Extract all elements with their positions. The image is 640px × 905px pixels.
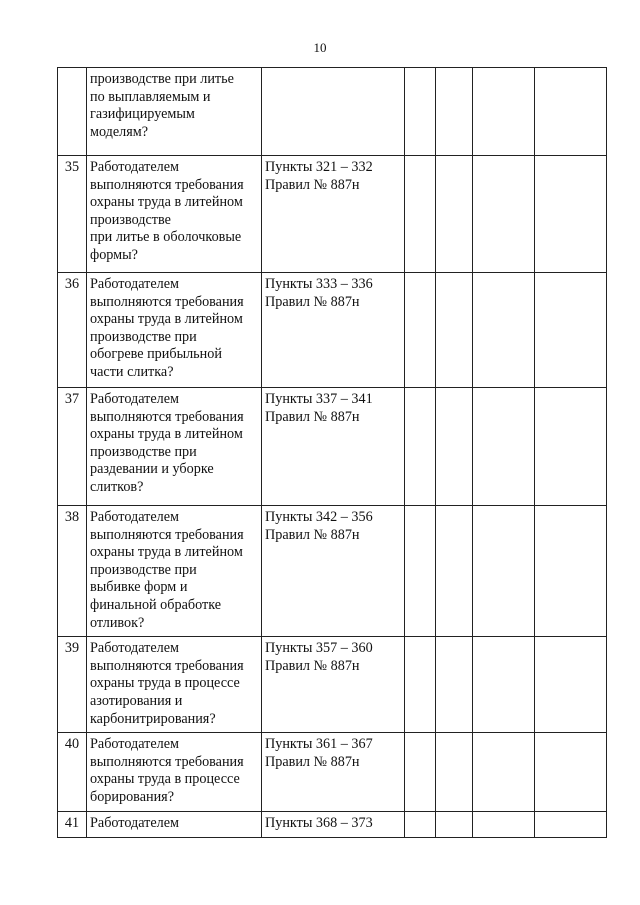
notes-cell	[535, 68, 607, 156]
row-number: 35	[58, 156, 87, 273]
requirement-question: Работодателем выполняются требования охраны труда в литейном производстве при литье в оболочковые формы?	[87, 156, 262, 273]
notes-cell	[535, 156, 607, 273]
not-applicable-cell	[473, 68, 535, 156]
requirement-question: Работодателем выполняются требования охраны труда в процессе борирования?	[87, 733, 262, 811]
table-row	[58, 733, 607, 811]
table-row	[58, 273, 607, 388]
row-number	[58, 68, 87, 156]
requirement-question: Работодателем	[87, 811, 262, 837]
row-number: 40	[58, 733, 87, 811]
answer-yes-cell	[405, 811, 436, 837]
table-row	[58, 811, 607, 837]
answer-yes-cell	[405, 637, 436, 733]
answer-yes-cell	[405, 506, 436, 637]
requirement-question: производстве при литье по выплавляемым и газифицируемым моделям?	[87, 68, 262, 156]
requirement-reference: Пункты 361 – 367 Правил № 887н	[262, 733, 405, 811]
requirement-reference: Пункты 337 – 341 Правил № 887н	[262, 388, 405, 506]
answer-no-cell	[436, 733, 473, 811]
notes-cell	[535, 637, 607, 733]
notes-cell	[535, 273, 607, 388]
notes-cell	[535, 506, 607, 637]
answer-yes-cell	[405, 733, 436, 811]
answer-yes-cell	[405, 388, 436, 506]
requirement-reference	[262, 68, 405, 156]
answer-no-cell	[436, 637, 473, 733]
notes-cell	[535, 388, 607, 506]
requirement-reference: Пункты 321 – 332 Правил № 887н	[262, 156, 405, 273]
not-applicable-cell	[473, 733, 535, 811]
requirement-reference: Пункты 357 – 360 Правил № 887н	[262, 637, 405, 733]
requirement-reference: Пункты 333 – 336 Правил № 887н	[262, 273, 405, 388]
not-applicable-cell	[473, 156, 535, 273]
answer-yes-cell	[405, 68, 436, 156]
not-applicable-cell	[473, 506, 535, 637]
row-number: 36	[58, 273, 87, 388]
answer-no-cell	[436, 68, 473, 156]
row-number: 38	[58, 506, 87, 637]
requirement-question: Работодателем выполняются требования охраны труда в литейном производстве при обогреве прибыльной части слитка?	[87, 273, 262, 388]
row-number: 37	[58, 388, 87, 506]
requirement-reference: Пункты 368 – 373	[262, 811, 405, 837]
requirement-question: Работодателем выполняются требования охраны труда в процессе азотирования и карбонитрирования?	[87, 637, 262, 733]
answer-no-cell	[436, 388, 473, 506]
requirement-question: Работодателем выполняются требования охраны труда в литейном производстве при выбивке форм и финальной обработке отливок?	[87, 506, 262, 637]
table-row	[58, 637, 607, 733]
table-row	[58, 388, 607, 506]
row-number: 41	[58, 811, 87, 837]
table-row	[58, 506, 607, 637]
answer-no-cell	[436, 156, 473, 273]
answer-yes-cell	[405, 273, 436, 388]
checklist-table	[57, 67, 607, 838]
answer-yes-cell	[405, 156, 436, 273]
not-applicable-cell	[473, 637, 535, 733]
answer-no-cell	[436, 811, 473, 837]
notes-cell	[535, 811, 607, 837]
not-applicable-cell	[473, 273, 535, 388]
notes-cell	[535, 733, 607, 811]
requirement-reference: Пункты 342 – 356 Правил № 887н	[262, 506, 405, 637]
not-applicable-cell	[473, 388, 535, 506]
answer-no-cell	[436, 506, 473, 637]
row-number: 39	[58, 637, 87, 733]
table-row	[58, 68, 607, 156]
answer-no-cell	[436, 273, 473, 388]
not-applicable-cell	[473, 811, 535, 837]
table-row	[58, 156, 607, 273]
page-number: 10	[313, 40, 327, 55]
requirement-question: Работодателем выполняются требования охраны труда в литейном производстве при раздевании и уборке слитков?	[87, 388, 262, 506]
